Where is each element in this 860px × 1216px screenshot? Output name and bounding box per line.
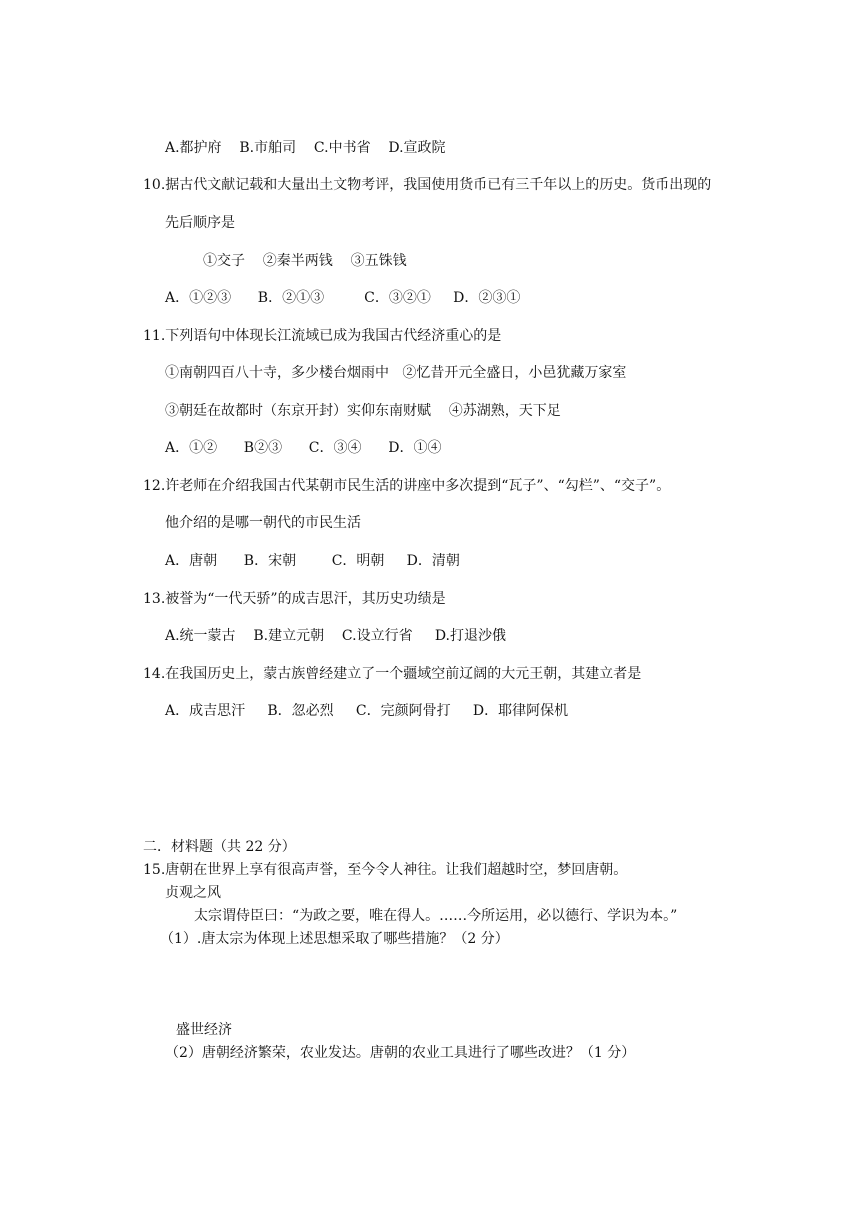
q10-options: A．①②③ B．②①③ C．③②① D．②③① <box>165 290 521 306</box>
q12-options: A．唐朝 B．宋朝 C．明朝 D．清朝 <box>165 553 460 569</box>
q15-sub1-title: 贞观之风 <box>165 885 221 901</box>
q14-stem: 14.在我国历史上，蒙古族曾经建立了一个疆域空前辽阔的大元王朝，其建立者是 <box>143 666 642 682</box>
q15-sub1-question: （1）.唐太宗为体现上述思想采取了哪些措施？（2 分） <box>160 931 509 947</box>
q14-options: A．成吉思汗 B．忽必烈 C．完颜阿骨打 D．耶律阿保机 <box>165 703 569 719</box>
q13-stem: 13.被誉为“一代天骄”的成吉思汗，其历史功绩是 <box>143 591 446 607</box>
q12-stem-line1: 12.许老师在介绍我国古代某朝市民生活的讲座中多次提到“瓦子”、“勾栏”、“交子”。 <box>143 478 671 494</box>
q11-items-line1: ①南朝四百八十寺，多少楼台烟雨中 ②忆昔开元全盛日，小邑犹藏万家室 <box>165 365 627 381</box>
section-2-heading: 二．材料题（共 22 分） <box>143 839 296 855</box>
q9-options: A.都护府 B.市舶司 C.中书省 D.宣政院 <box>165 140 446 156</box>
q11-stem: 11.下列语句中体现长江流域已成为我国古代经济重心的是 <box>143 328 502 344</box>
q15-sub2-question: （2）唐朝经济繁荣，农业发达。唐朝的农业工具进行了哪些改进？（1 分） <box>165 1045 636 1061</box>
q15-sub2-title: 盛世经济 <box>176 1022 232 1038</box>
q10-stem-line2: 先后顺序是 <box>165 215 235 231</box>
q15-quote: 太宗谓侍臣曰：“为政之要，唯在得人。……今所运用，必以德行、学识为本。” <box>194 908 678 924</box>
q10-items: ①交子 ②秦半两钱 ③五铢钱 <box>203 253 407 269</box>
q13-options: A.统一蒙古 B.建立元朝 C.设立行省 D.打退沙俄 <box>165 628 506 644</box>
q11-items-line2: ③朝廷在故都时（东京开封）实仰东南财赋 ④苏湖熟，天下足 <box>165 403 561 419</box>
q10-stem-line1: 10.据古代文献记载和大量出土文物考评，我国使用货币已有三千年以上的历史。货币出现的 <box>143 177 712 193</box>
q15-stem: 15.唐朝在世界上享有很高声誉，至今令人神往。让我们超越时空，梦回唐朝。 <box>143 862 628 878</box>
q12-stem-line2: 他介绍的是哪一朝代的市民生活 <box>165 515 361 531</box>
q11-options: A．①② B②③ C．③④ D．①④ <box>165 440 442 456</box>
